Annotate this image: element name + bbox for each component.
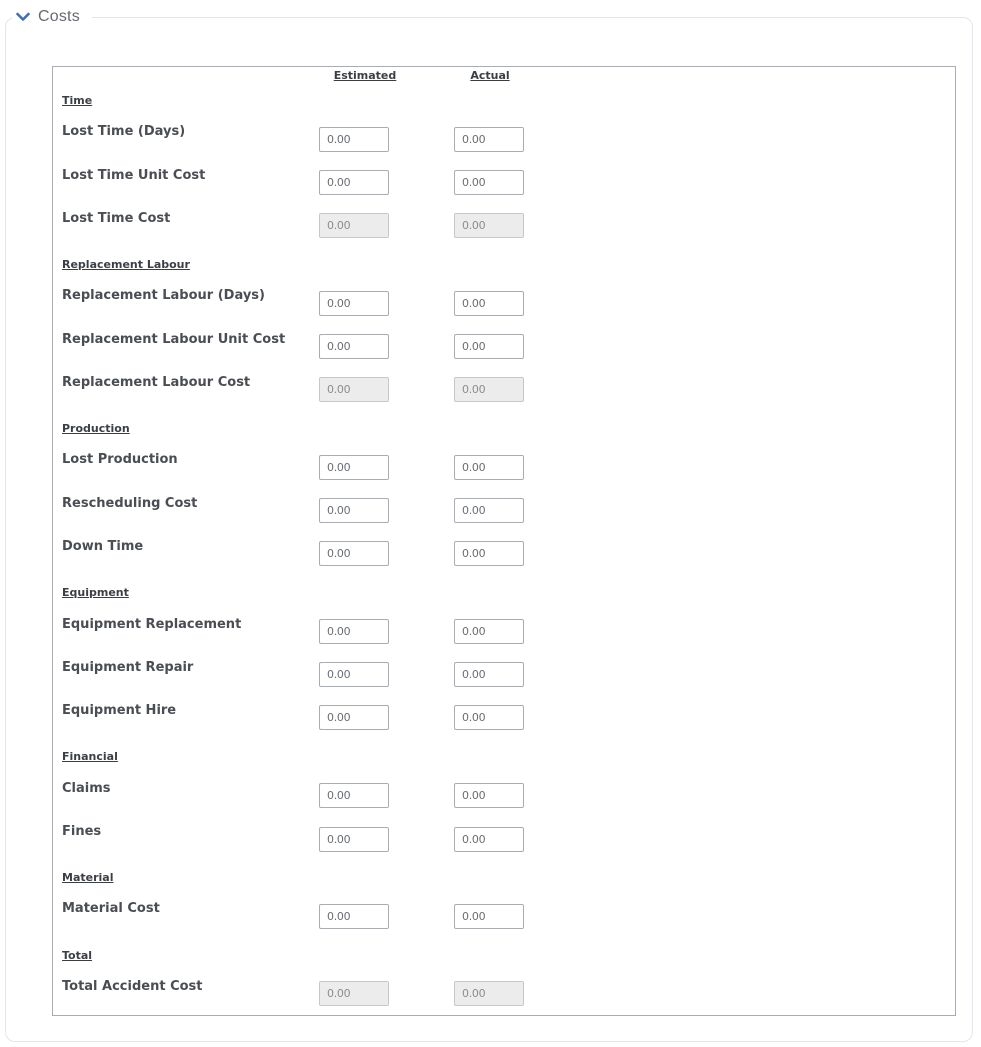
material-cost-actual-input[interactable] (454, 904, 524, 929)
fines-estimated-input[interactable] (319, 827, 389, 852)
row-label: Fines (62, 824, 102, 839)
section-title: Costs (38, 8, 80, 25)
lost-time-unit-cost-estimated-input[interactable] (319, 170, 389, 195)
equipment-repair-actual-input[interactable] (454, 662, 524, 687)
fines-actual-input[interactable] (454, 827, 524, 852)
group-heading-replacement-labour: Replacement Labour (62, 258, 190, 271)
lost-production-actual-input[interactable] (454, 455, 524, 480)
equipment-repair-estimated-input[interactable] (319, 662, 389, 687)
row-label: Equipment Hire (62, 703, 177, 718)
row-label: Replacement Labour Cost (62, 375, 251, 390)
lost-time-days-estimated-input[interactable] (319, 127, 389, 152)
total-accident-cost-actual-field (454, 981, 524, 1006)
lost-production-estimated-input[interactable] (319, 455, 389, 480)
row-label: Down Time (62, 539, 144, 554)
group-heading-time: Time (62, 94, 93, 107)
column-header-estimated: Estimated (333, 69, 397, 82)
group-heading-material: Material (62, 871, 114, 884)
row-label: Claims (62, 781, 111, 796)
costs-section-toggle[interactable] (12, 5, 92, 29)
equipment-hire-actual-input[interactable] (454, 705, 524, 730)
group-heading-production: Production (62, 422, 130, 435)
lost-time-unit-cost-actual-input[interactable] (454, 170, 524, 195)
lost-time-days-actual-input[interactable] (454, 127, 524, 152)
row-label: Lost Time Cost (62, 211, 171, 226)
row-label: Lost Production (62, 452, 178, 467)
group-heading-equipment: Equipment (62, 586, 129, 599)
group-heading-financial: Financial (62, 750, 118, 763)
replacement-labour-days-actual-input[interactable] (454, 291, 524, 316)
replacement-labour-days-estimated-input[interactable] (319, 291, 389, 316)
row-label: Lost Time (Days) (62, 124, 186, 139)
claims-estimated-input[interactable] (319, 783, 389, 808)
row-label: Equipment Replacement (62, 617, 242, 632)
lost-time-cost-estimated-field (319, 213, 389, 238)
total-accident-cost-estimated-field (319, 981, 389, 1006)
group-heading-total: Total (62, 949, 93, 962)
replacement-labour-cost-actual-field (454, 377, 524, 402)
column-header-actual: Actual (470, 69, 510, 82)
equipment-hire-estimated-input[interactable] (319, 705, 389, 730)
replacement-labour-unit-cost-actual-input[interactable] (454, 334, 524, 359)
row-label: Replacement Labour Unit Cost (62, 332, 286, 347)
row-label: Lost Time Unit Cost (62, 168, 206, 183)
lost-time-cost-actual-field (454, 213, 524, 238)
material-cost-estimated-input[interactable] (319, 904, 389, 929)
equipment-replacement-actual-input[interactable] (454, 619, 524, 644)
costs-panel (52, 66, 956, 1016)
replacement-labour-unit-cost-estimated-input[interactable] (319, 334, 389, 359)
replacement-labour-cost-estimated-field (319, 377, 389, 402)
row-label: Material Cost (62, 901, 160, 916)
row-label: Rescheduling Cost (62, 496, 198, 511)
chevron-down-icon (16, 12, 30, 22)
down-time-estimated-input[interactable] (319, 541, 389, 566)
rescheduling-cost-estimated-input[interactable] (319, 498, 389, 523)
claims-actual-input[interactable] (454, 783, 524, 808)
rescheduling-cost-actual-input[interactable] (454, 498, 524, 523)
row-label: Total Accident Cost (62, 979, 203, 994)
down-time-actual-input[interactable] (454, 541, 524, 566)
row-label: Replacement Labour (Days) (62, 288, 265, 303)
row-label: Equipment Repair (62, 660, 194, 675)
equipment-replacement-estimated-input[interactable] (319, 619, 389, 644)
